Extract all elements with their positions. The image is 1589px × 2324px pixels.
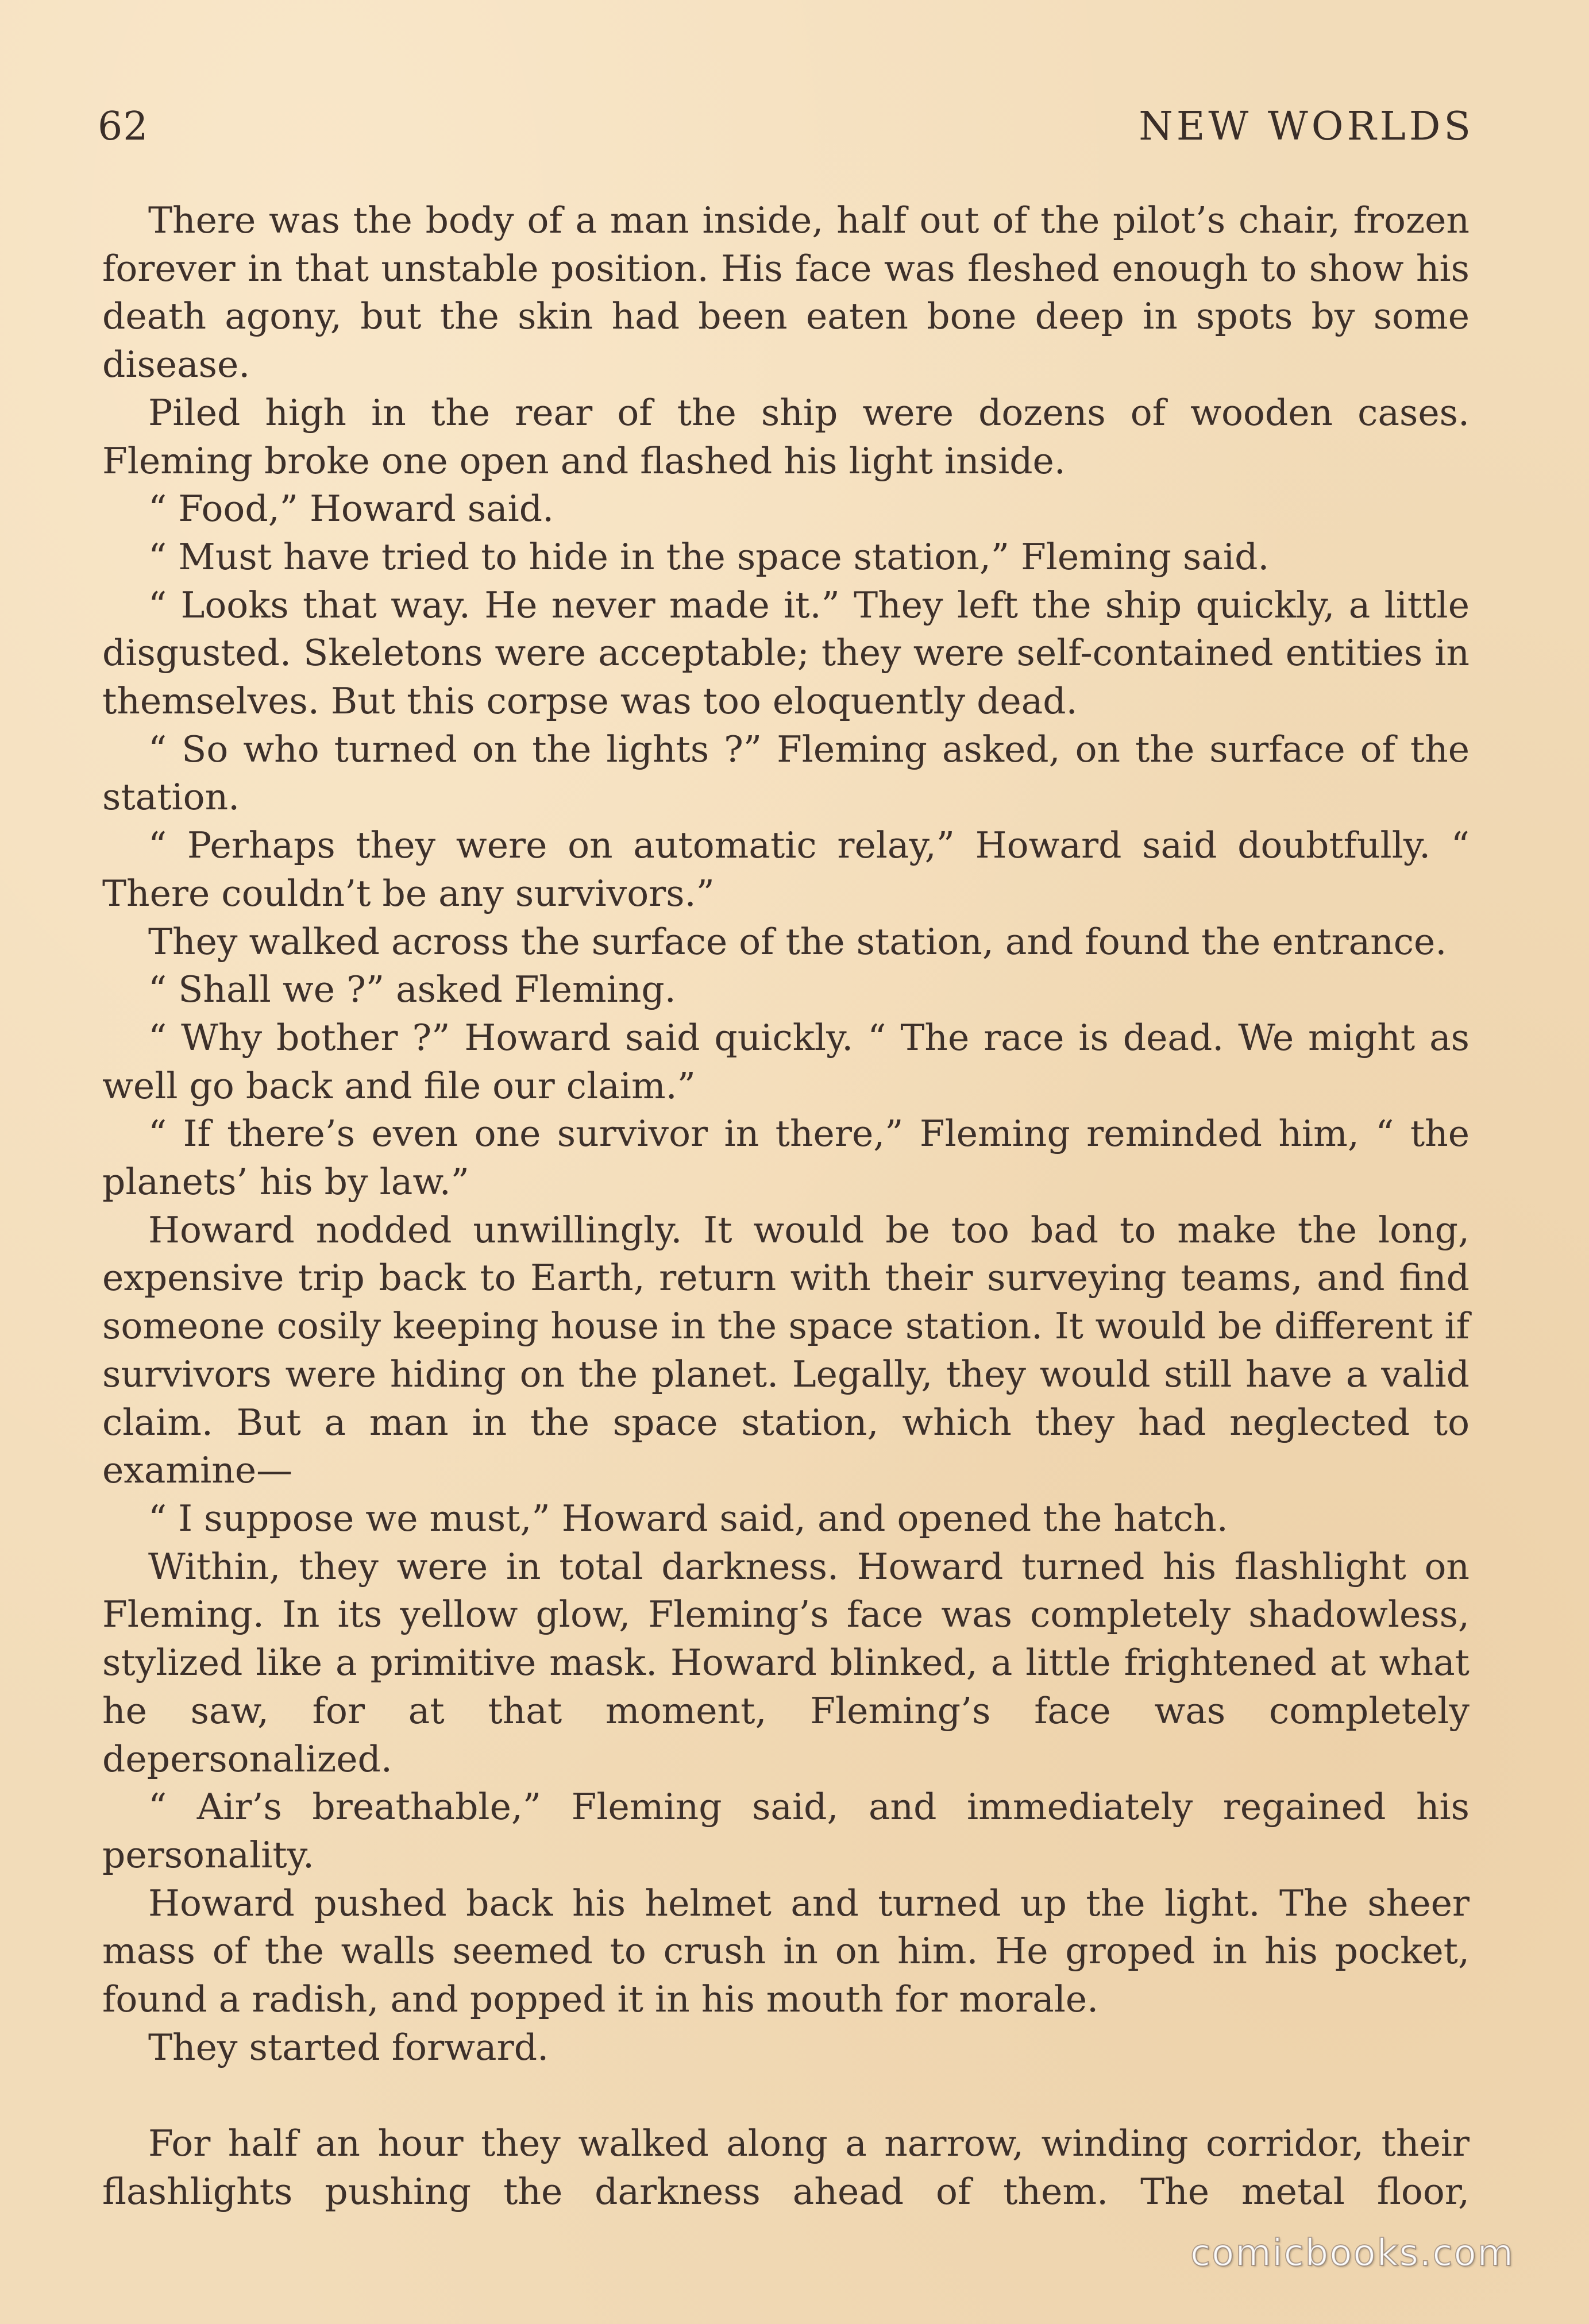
text-body [102,196,1470,2216]
paragraph: They walked across the surface of the station, and found the entrance. [148,920,1447,963]
paragraph: “ Shall we ?” asked Fleming. [148,968,676,1011]
paragraph: Within, they were in total darkness. Howard turned his flashlight on Fleming. In its yellow glow, Fleming’s face was completely shadowless, stylized like a primitive mask. Howard blinked, a little frightened at what he saw, for at that moment, Fleming’s face was completely depersonalized. [102,1545,1470,1780]
section-break [102,2071,1470,2120]
watermark: comicbooks.com [1190,2232,1514,2275]
paragraph: For half an hour they walked along a narrow, winding corridor, their flashlights pushing the darkness ahead of them. The metal floor, [102,2122,1470,2213]
paragraph: “ So who turned on the lights ?” Fleming asked, on the surface of the station. [102,728,1470,819]
page-header [98,101,1474,153]
paragraph: They started forward. [148,2026,549,2068]
paragraph: “ Perhaps they were on automatic relay,” Howard said doubtfully. “ There couldn’t be any survivors.” [102,824,1470,914]
page-number: 62 [98,104,149,149]
paragraph: Piled high in the rear of the ship were dozens of wooden cases. Fleming broke one open and flashed his light inside. [102,391,1470,482]
paragraph: “ I suppose we must,” Howard said, and opened the hatch. [148,1497,1228,1539]
paragraph: “ Looks that way. He never made it.” They left the ship quickly, a little disgusted. Skeletons were acceptable; they were self-contained entities in themselves. But this corpse was too eloquently dead. [102,584,1470,723]
paragraph: There was the body of a man inside, half out of the pilot’s chair, frozen forever in that unstable position. His face was fleshed enough to show his death agony, but the skin had been eaten bone deep in spots by some disease. [102,199,1470,386]
paragraph: Howard pushed back his helmet and turned up the light. The sheer mass of the walls seemed to crush in on him. He groped in his pocket, found a radish, and popped it in his mouth for morale. [102,1882,1470,2021]
paragraph: “ If there’s even one survivor in there,” Fleming reminded him, “ the planets’ his by law.” [102,1113,1470,1203]
paragraph: “ Food,” Howard said. [148,488,554,530]
running-head: NEW WORLDS [1139,104,1474,149]
paragraph: “ Must have tried to hide in the space station,” Fleming said. [148,535,1270,578]
paragraph: “ Why bother ?” Howard said quickly. “ The race is dead. We might as well go back and file our claim.” [102,1016,1470,1107]
paragraph: Howard nodded unwillingly. It would be too bad to make the long, expensive trip back to Earth, return with their surveying teams, and find someone cosily keeping house in the space station. It would be different if survivors were hiding on the planet. Legally, they would still have a valid claim. But a man in the space station, which they had neglected to examine— [102,1209,1470,1492]
paragraph: “ Air’s breathable,” Fleming said, and immediately regained his personality. [102,1786,1470,1876]
